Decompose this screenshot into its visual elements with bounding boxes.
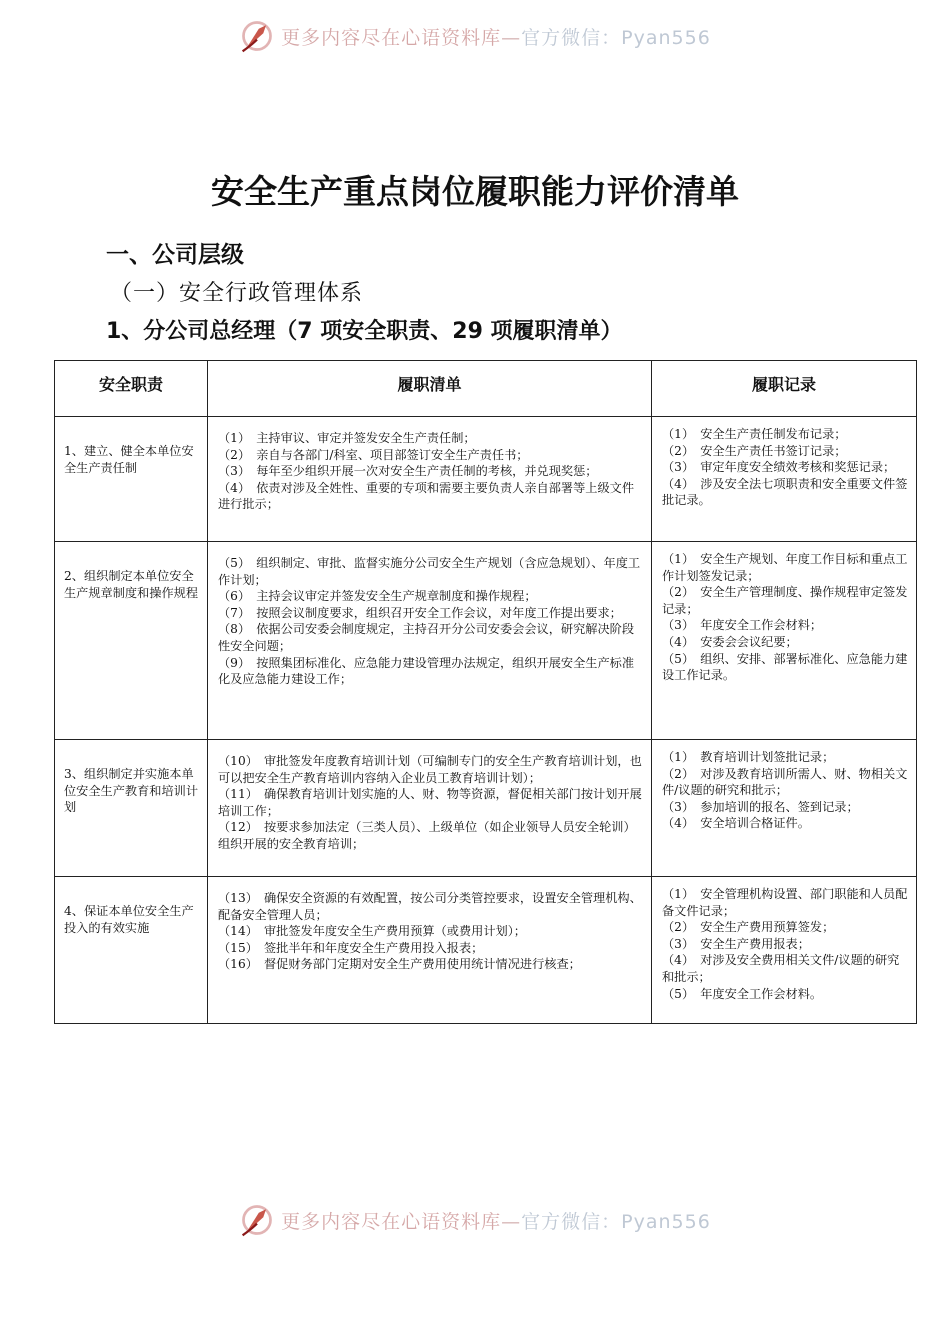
banner-text <box>281 1207 711 1234</box>
table-row <box>55 740 917 877</box>
duty-text: 2、组织制定本单位安全生产规章制度和操作规程 <box>64 569 199 600</box>
records-cell <box>652 877 917 1024</box>
footer-banner <box>0 1200 950 1240</box>
record-item: （2） 安全生产费用预算签发； <box>662 920 835 935</box>
table-header-row <box>55 361 917 417</box>
pen-nib-logo-icon <box>239 1202 275 1238</box>
record-item: （1） 教育培训计划签批记录； <box>662 750 835 764</box>
banner-site-name: 更多内容尽在心语资料库 <box>281 26 502 49</box>
records-cell <box>652 740 917 877</box>
record-item: （4） 对涉及安全费用相关文件/议题的研究和批示； <box>662 953 900 984</box>
checklist-item: （1） 主持审议、审定并签发安全生产责任制； <box>218 431 476 445</box>
checklist-item: （6） 主持会议审定并签发安全生产规章制度和操作规程； <box>218 589 537 604</box>
table-row <box>55 417 917 542</box>
checklist-item: （5） 组织制定、审批、监督实施分公司安全生产规划（含应急规划）、年度工作计划； <box>218 556 641 587</box>
record-item: （1） 安全生产规划、年度工作目标和重点工作计划签发记录； <box>662 552 908 583</box>
checklist-item: （16） 督促财务部门定期对安全生产费用使用统计情况进行核查； <box>218 957 581 972</box>
duty-text: 3、组织制定并实施本单位安全生产教育和培训计划 <box>64 767 199 815</box>
record-item: （4） 涉及安全法七项职责和安全重要文件签批记录。 <box>662 476 908 508</box>
duty-cell <box>55 877 208 1024</box>
record-item: （4） 安全培训合格证件。 <box>662 816 810 831</box>
table-row <box>55 877 917 1024</box>
record-item: （2） 安全生产管理制度、操作规程审定签发记录； <box>662 585 908 616</box>
record-item: （3） 参加培训的报名、签到记录； <box>662 799 859 814</box>
checklist-cell <box>208 740 652 877</box>
header-records: 履职记录 <box>652 361 917 417</box>
checklist-item: （4） 依责对涉及全姓性、重要的专项和需要主要负责人亲自部署等上级文件进行批示； <box>218 480 635 512</box>
checklist-cell <box>208 542 652 740</box>
section-heading-level-2: （一）安全行政管理体系 <box>110 281 364 306</box>
record-item: （2） 安全生产责任书签订记录； <box>662 443 847 458</box>
record-item: （5） 年度安全工作会材料。 <box>662 986 823 1001</box>
table-row <box>55 542 917 740</box>
records-cell <box>652 417 917 542</box>
checklist-item: （9） 按照集团标准化、应急能力建设管理办法规定，组织开展安全生产标准化及应急能力建设工作； <box>218 655 635 687</box>
banner-separator: — <box>501 26 522 49</box>
header-duty: 安全职责 <box>55 361 208 417</box>
checklist-item: （10） 审批签发年度教育培训计划（可编制专门的安全生产教育培训计划，也可以把安全生产教育培训内容纳入企业员工教育培训计划）； <box>218 754 642 785</box>
record-item: （2） 对涉及教育培训所需人、财、物相关文件/议题的研究和批示； <box>662 766 908 798</box>
duty-cell <box>55 417 208 542</box>
checklist-cell <box>208 417 652 542</box>
checklist-item: （8） 依据公司安委会制度规定，主持召开分公司安委会会议，研究解决阶段性安全问题； <box>218 622 635 653</box>
banner-wechat: 官方微信：Pyan556 <box>521 26 711 49</box>
record-item: （5） 组织、安排、部署标准化、应急能力建设工作记录。 <box>662 651 908 683</box>
record-item: （3） 年度安全工作会材料； <box>662 618 823 633</box>
section-heading-level-3: 1、分公司总经理（7 项安全职责、29 项履职清单） <box>106 319 623 344</box>
record-item: （3） 审定年度安全绩效考核和奖惩记录； <box>662 460 896 475</box>
duty-cell <box>55 740 208 877</box>
record-item: （4） 安委会会议纪要； <box>662 634 798 649</box>
duty-cell <box>55 542 208 740</box>
checklist-item: （15） 签批半年和年度安全生产费用投入报表； <box>218 940 484 955</box>
duty-table <box>54 360 917 1024</box>
records-cell <box>652 542 917 740</box>
checklist-cell <box>208 877 652 1024</box>
banner-text <box>281 23 711 50</box>
header-checklist: 履职清单 <box>208 361 652 417</box>
header-banner <box>0 16 950 56</box>
record-item: （3） 安全生产费用报表； <box>662 936 810 951</box>
record-item: （1） 安全生产责任制发布记录； <box>662 427 847 441</box>
checklist-item: （11） 确保教育培训计划实施的人、财、物等资源，督促相关部门按计划开展培训工作； <box>218 787 642 818</box>
banner-site-name: 更多内容尽在心语资料库 <box>281 1210 502 1233</box>
document-title: 安全生产重点岗位履职能力评价清单 <box>211 172 739 211</box>
checklist-item: （13） 确保安全资源的有效配置，按公司分类管控要求，设置安全管理机构、配备安全管理人员； <box>218 891 642 922</box>
checklist-item: （7） 按照会议制度要求，组织召开安全工作会议，对年度工作提出要求； <box>218 605 622 620</box>
record-item: （1） 安全管理机构设置、部门职能和人员配备文件记录； <box>662 887 908 918</box>
banner-separator: — <box>501 1210 522 1233</box>
duty-text: 4、保证本单位安全生产投入的有效实施 <box>64 904 194 935</box>
banner-wechat: 官方微信：Pyan556 <box>521 1210 711 1233</box>
duty-text: 1、建立、健全本单位安全生产责任制 <box>64 444 194 475</box>
checklist-item: （12） 按要求参加法定（三类人员）、上级单位（如企业领导人员安全轮训）组织开展的安全教育培训； <box>218 820 636 851</box>
section-heading-level-1: 一、公司层级 <box>106 242 244 268</box>
checklist-item: （2） 亲自与各部门/科室、项目部签订安全生产责任书； <box>218 447 529 462</box>
checklist-item: （3） 每年至少组织开展一次对安全生产责任制的考核，并兑现奖惩； <box>218 464 598 479</box>
checklist-item: （14） 审批签发年度安全生产费用预算（或费用计划）； <box>218 924 526 939</box>
pen-nib-logo-icon <box>239 18 275 54</box>
